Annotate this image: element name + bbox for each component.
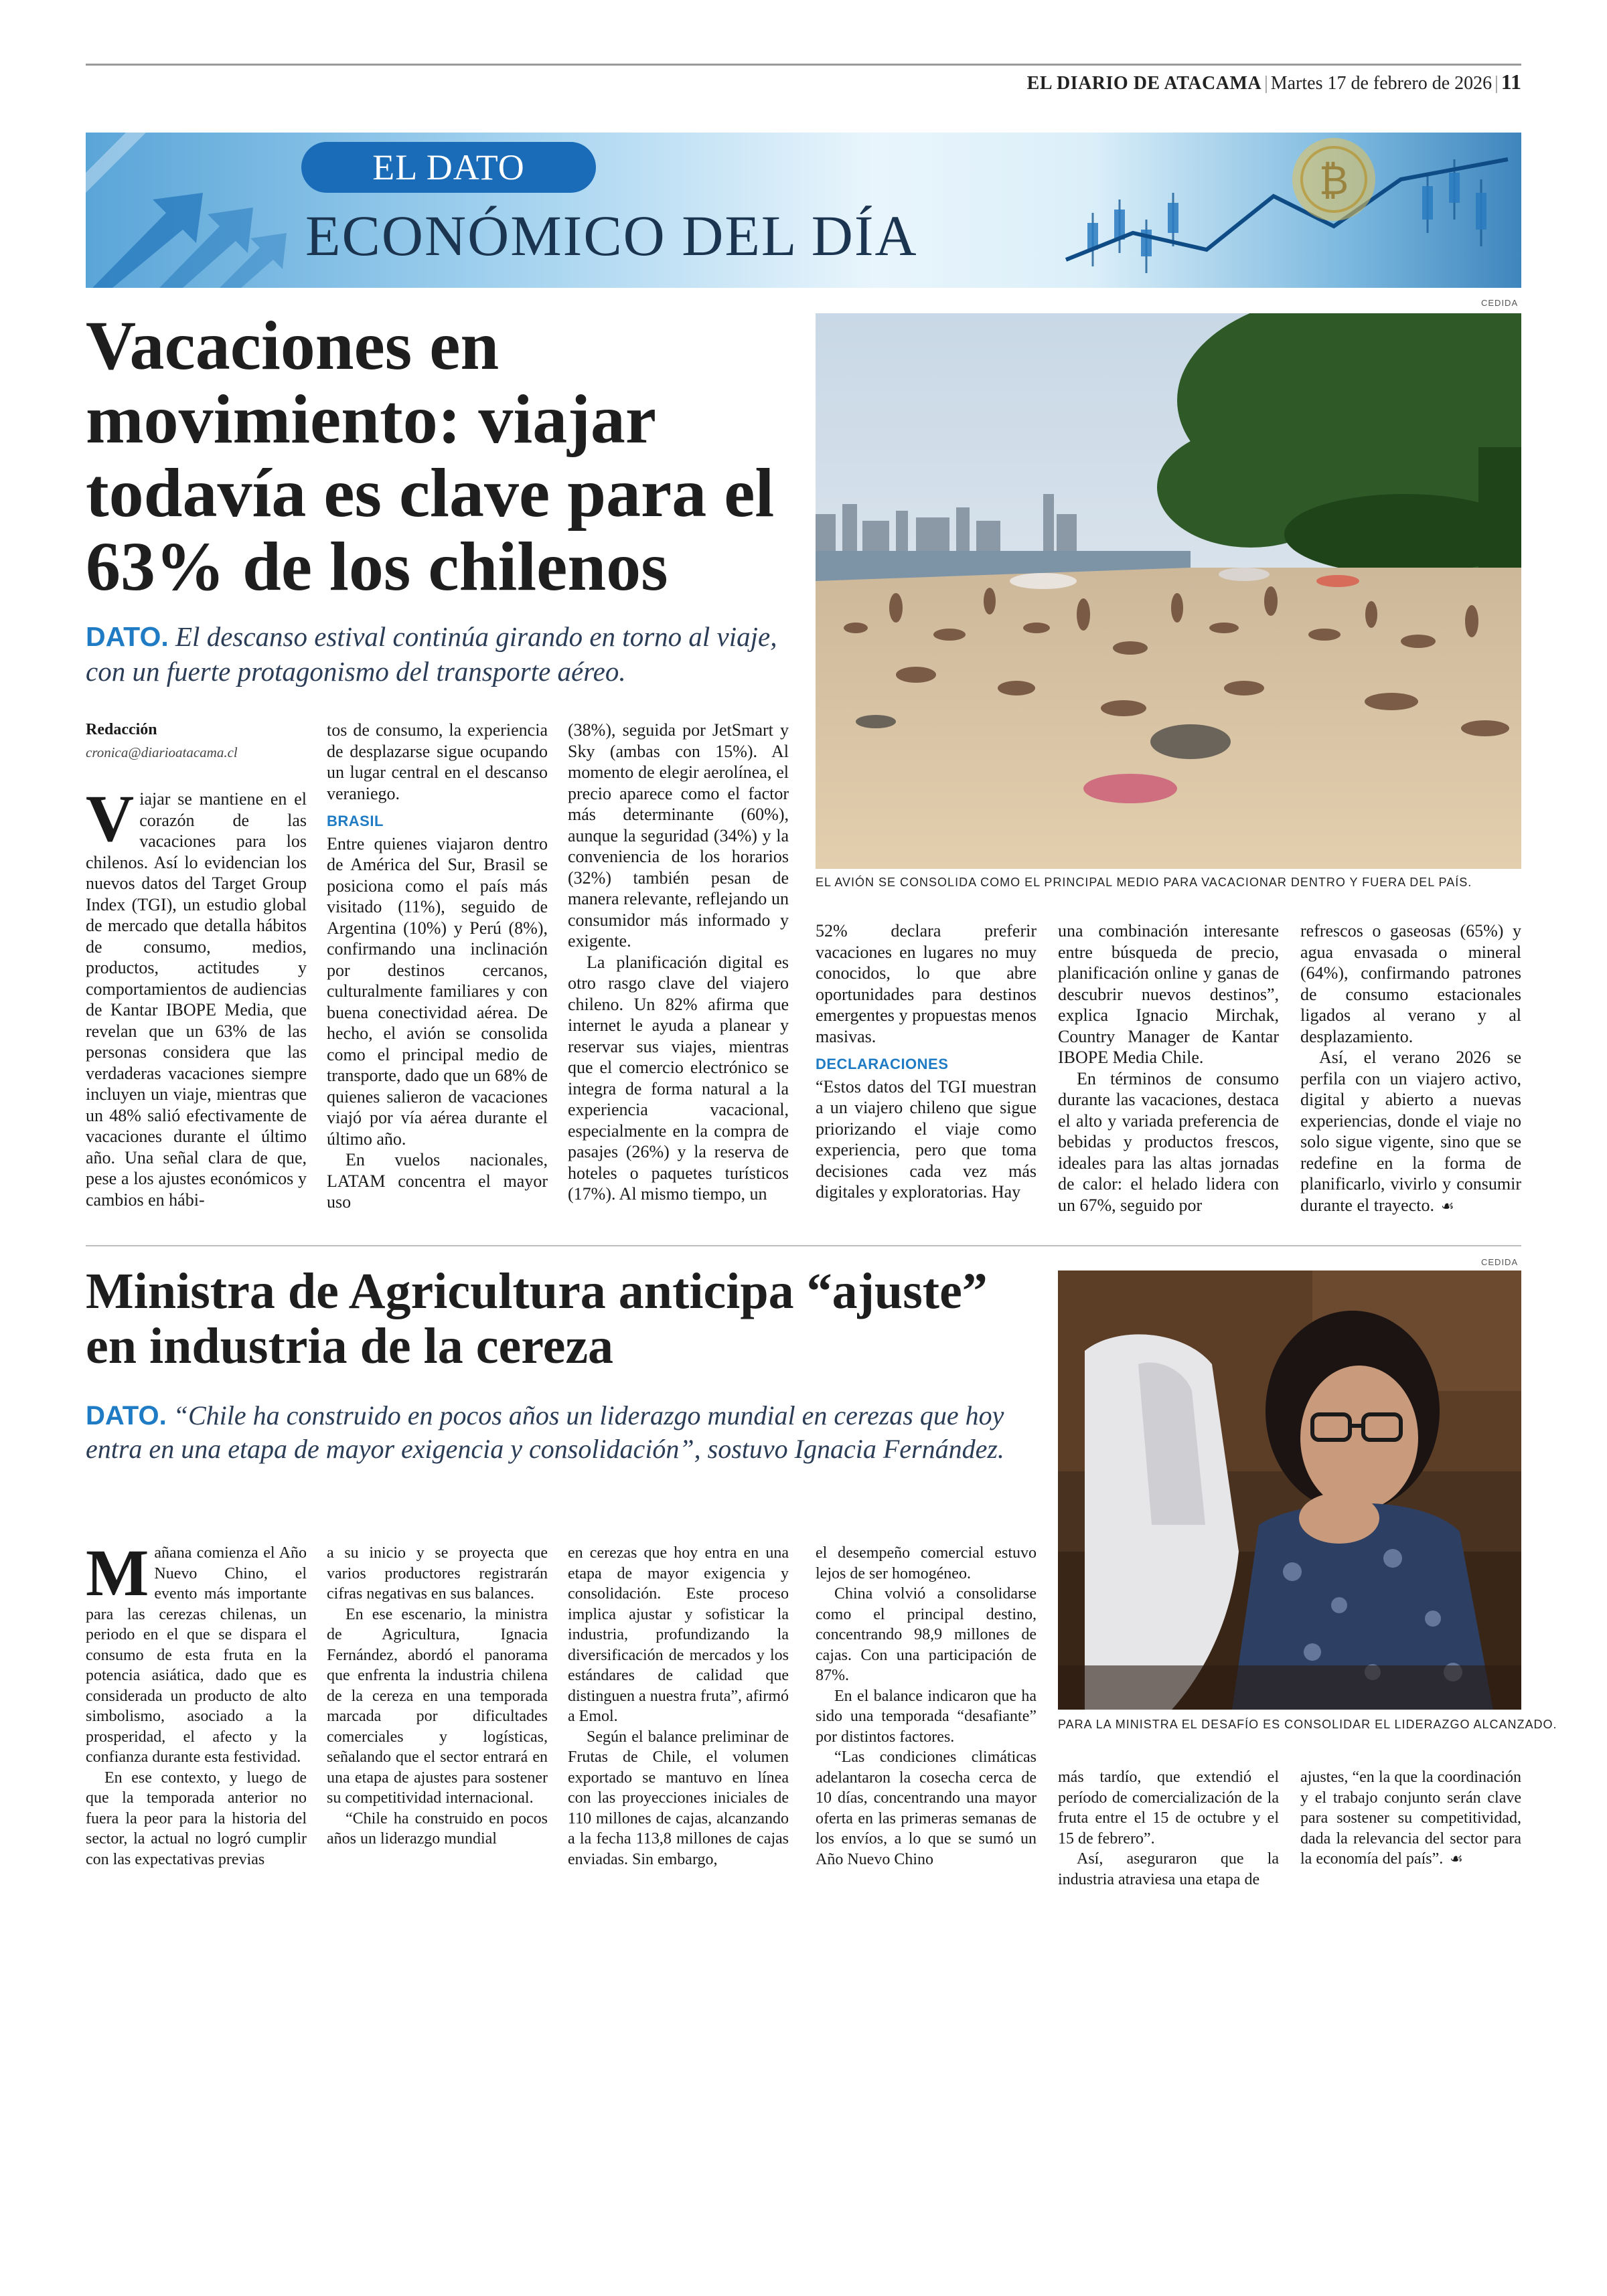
story2-column-1 bbox=[86, 1536, 307, 1870]
story2-final-text: ajustes, “en la que la coordinación y el trabajo conjunto serán clave para sostener su competitividad, dada la relevancia del sector para la economía del país”. bbox=[1300, 1769, 1521, 1868]
story2-tag: DATO. bbox=[86, 1401, 167, 1430]
story1-paragraph: una combinación interesante entre búsqueda de precio, planificación online y ganas de descubrir nuevos destinos”, explica Ignacio Mirchak, Country Manager de Kantar IBOPE Media Chile. bbox=[1058, 921, 1279, 1067]
story1-paragraph bbox=[1300, 1047, 1521, 1216]
story1-column-2 bbox=[327, 720, 548, 1213]
story2-column-2 bbox=[327, 1543, 548, 1850]
story1-section-heading-brasil: BRASIL bbox=[327, 813, 384, 829]
story2-paragraph bbox=[1300, 1767, 1521, 1870]
story2-photo-credit: CEDIDA bbox=[1481, 1257, 1519, 1267]
issue-date: Martes 17 de febrero de 2026 bbox=[1270, 73, 1493, 94]
story2-paragraph: En ese contexto, y luego de que la temporada anterior no fuera la peor para la historia del sector, la actual no logró cumplir con las expectativas previas bbox=[86, 1769, 307, 1868]
story1-subhead bbox=[86, 619, 809, 689]
page-number: 11 bbox=[1501, 70, 1521, 94]
story1-column-5 bbox=[1058, 920, 1279, 1216]
story2-subhead bbox=[86, 1399, 1050, 1466]
top-rule bbox=[86, 64, 1521, 66]
story2-paragraph: En el balance indicaron que ha sido una temporada “desafiante” por distintos factores. bbox=[816, 1687, 1037, 1746]
story1-paragraph: Entre quienes viajaron dentro de América del Sur, Brasil se posiciona como el país más visitado (11%), seguido de Argentina (10%) y Perú (8%), confirmando una inclinación por destinos cercanos, culturalmente familiares y con buena conectividad aérea. De hecho, el avión se consolida como el principal medio de transporte, dado que un 68% de quienes salieron de vacaciones viajó por vía aérea durante el último año. bbox=[327, 833, 548, 1149]
story1-final-text: Así, el verano 2026 se perfila con un viajero activo, digital y abierto a nuevas experiencias, donde el viaje no solo sigue vigente, sino que se redefine en la forma de planificarlo, vivirlo y consumir durante el trayecto. bbox=[1300, 1048, 1521, 1215]
story1-paragraph: En términos de consumo durante las vacaciones, destaca el alto y variada preferencia de bebidas y productos frescos, ideales para las altas jornadas de calor: el helado lidera con un 67%, seguido por bbox=[1058, 1068, 1279, 1215]
rising-arrows-icon bbox=[86, 133, 300, 288]
story2-paragraph: China volvió a consolidarse como el principal destino, concentrando 98,9 millones de cajas. Con una participación de 87%. bbox=[816, 1585, 1037, 1684]
story2-column-5 bbox=[1058, 1767, 1279, 1890]
story2-subhead-text: “Chile ha construido en pocos años un liderazgo mundial en cerezas que hoy entra en una etapa de mayor exigencia y consolidación”, sostuvo Ignacia Fernández. bbox=[86, 1400, 1004, 1464]
story1-column-6 bbox=[1300, 920, 1521, 1216]
beach-photo bbox=[816, 313, 1521, 869]
story1-paragraph: En vuelos nacionales, LATAM concentra el mayor uso bbox=[327, 1150, 548, 1212]
svg-text:₿: ₿ bbox=[1318, 157, 1349, 204]
story2-column-3 bbox=[568, 1543, 789, 1870]
story1-paragraph: 52% declara preferir vacaciones en lugares no muy conocidos, lo que abre oportunidades para destinos emergentes y propuestas menos masivas. bbox=[816, 921, 1037, 1046]
story1-byline: Redacción bbox=[86, 721, 157, 738]
end-mark-icon: ☙ bbox=[1440, 1197, 1454, 1214]
story1-photo-caption: EL AVIÓN SE CONSOLIDA COMO EL PRINCIPAL MEDIO PARA VACACIONAR DENTRO Y FUERA DEL PAÍS. bbox=[816, 876, 1472, 889]
story1-photo-credit: CEDIDA bbox=[1481, 298, 1519, 308]
story1-paragraph: tos de consumo, la experiencia de desplazarse sigue ocupando un lugar central en el descanso veraniego. bbox=[327, 720, 548, 803]
story1-tag: DATO. bbox=[86, 621, 169, 652]
story1-subhead-text: El descanso estival continúa girando en torno al viaje, con un fuerte protagonismo del transporte aéreo. bbox=[86, 621, 777, 687]
story2-paragraph: añana comienza el Año Nuevo Chino, el evento más importante para las cerezas chilenas, un periodo en el que se dispara el consumo de esta fruta en la potencia asiática, dado que es considerada un producto de alto simbolismo, asociado a la prosperidad, el afecto y la confianza durante esta festividad. bbox=[86, 1544, 307, 1766]
section-divider bbox=[86, 1245, 1521, 1246]
end-mark-icon: ☙ bbox=[1450, 1850, 1463, 1867]
story2-photo-caption: PARA LA MINISTRA EL DESAFÍO ES CONSOLIDAR EL LIDERAZGO ALCANZADO. bbox=[1058, 1718, 1557, 1731]
market-chart-icon bbox=[1053, 133, 1521, 288]
story2-paragraph: el desempeño comercial estuvo lejos de ser homogéneo. bbox=[816, 1544, 1037, 1582]
story2-headline: Ministra de Agricultura anticipa “ajuste” en industria de la cereza bbox=[86, 1263, 988, 1374]
story2-paragraph: Según el balance preliminar de Frutas de Chile, el volumen exportado se mantuvo en línea con las proyecciones iniciales de 110 millones de cajas, alcanzando a la fecha 113,8 millones de cajas enviadas. Sin embargo, bbox=[568, 1728, 789, 1868]
story2-paragraph: en cerezas que hoy entra en una etapa de mayor exigencia y consolidación. Este proceso implica ajustar y sofisticar la industria, profundizando la diversificación de mercados y los estándares de calidad que distinguen a nuestra fruta”, afirmó a Emol. bbox=[568, 1544, 789, 1725]
story2-paragraph: En ese escenario, la ministra de Agricultura, Ignacia Fernández, abordó el panorama que enfrenta la industria chilena de la cereza en una temporada marcada por dificultades comerciales y logísticas, señalando que el sector entrará en una etapa de ajustes para sostener su competitividad internacional. bbox=[327, 1605, 548, 1807]
story1-column-4 bbox=[816, 920, 1037, 1203]
story2-paragraph: a su inicio y se proyecta que varios productores registrarán cifras negativas en sus balances. bbox=[327, 1544, 548, 1603]
story2-column-6 bbox=[1300, 1767, 1521, 1870]
story1-column-3 bbox=[568, 720, 789, 1205]
story1-paragraph: (38%), seguida por JetSmart y Sky (ambas con 15%). Al momento de elegir aerolínea, el precio aparece como el factor más determinante (60%), aunque la seguridad (34%) y la conveniencia de los horarios (32%) también pesan de manera relevante, reflejando un consumidor más informado y exigente. bbox=[568, 720, 789, 951]
story1-section-heading-declaraciones: DECLARACIONES bbox=[816, 1056, 949, 1072]
story2-paragraph: “Chile ha construido en pocos años un liderazgo mundial bbox=[327, 1809, 548, 1848]
story2-paragraph: Así, aseguraron que la industria atraviesa una etapa de bbox=[1058, 1850, 1279, 1888]
story1-dropcap: V bbox=[86, 781, 135, 855]
story2-column-4 bbox=[816, 1543, 1037, 1870]
story1-paragraph: refrescos o gaseosas (65%) y agua envasada o mineral (64%), confirmando patrones de consumo estacionales ligados al verano y al desplazamiento. bbox=[1300, 921, 1521, 1046]
story1-paragraph: “Estos datos del TGI muestran a un viajero chileno que sigue priorizando el viaje como experiencia, pero que toma decisiones cada vez más digitales y exploratorias. Hay bbox=[816, 1076, 1037, 1202]
minister-portrait-photo bbox=[1058, 1270, 1521, 1710]
banner-title: ECONÓMICO DEL DÍA bbox=[305, 203, 918, 268]
story1-headline: Vacaciones en movimiento: viajar todavía es clave para el 63% de los chilenos bbox=[86, 307, 775, 605]
section-banner bbox=[86, 133, 1521, 288]
banner-pill: EL DATO bbox=[301, 142, 596, 193]
newspaper-name: EL DIARIO DE ATACAMA bbox=[1026, 73, 1262, 94]
story1-column-1 bbox=[86, 720, 307, 1210]
story2-paragraph: “Las condiciones climáticas adelantaron la cosecha cerca de 10 días, concentrando una mayor oferta en las primeras semanas de los envíos, a lo que se sumó un Año Nuevo Chino bbox=[816, 1748, 1037, 1868]
masthead: EL DIARIO DE ATACAMA | Martes 17 de febrero de 2026 | 11 bbox=[1026, 70, 1521, 94]
story1-paragraph: La planificación digital es otro rasgo clave del viajero chileno. Un 82% afirma que internet le ayuda a planear y reservar sus viajes, mientras que el comercio electrónico se integra de forma natural a la experiencia vacacional, especialmente en la compra de pasajes (26%) y la reserva de hoteles o paquetes turísticos (17%). Al mismo tiempo, un bbox=[568, 952, 789, 1204]
story1-paragraph: iajar se mantiene en el corazón de las vacaciones para los chilenos. Así lo evidencian los nuevos datos del Target Group Index (TGI), un estudio global de mercado que detalla hábitos de consumo, medios, productos, actitudes y comportamientos de audiencias de Kantar IBOPE Media, que revelan que un 63% de las personas considera que las verdaderas vacaciones siempre incluyen un viaje, mientras que un 48% salió efectivamente de vacaciones durante el último año. Una señal clara de que, pese a los ajustes económicos y cambios en hábi- bbox=[86, 789, 307, 1210]
story2-paragraph: más tardío, que extendió el período de comercialización de la fruta entre el 15 de octubre y el 15 de febrero”. bbox=[1058, 1769, 1279, 1848]
story2-dropcap: M bbox=[86, 1536, 149, 1610]
story1-email: cronica@diarioatacama.cl bbox=[86, 744, 238, 760]
